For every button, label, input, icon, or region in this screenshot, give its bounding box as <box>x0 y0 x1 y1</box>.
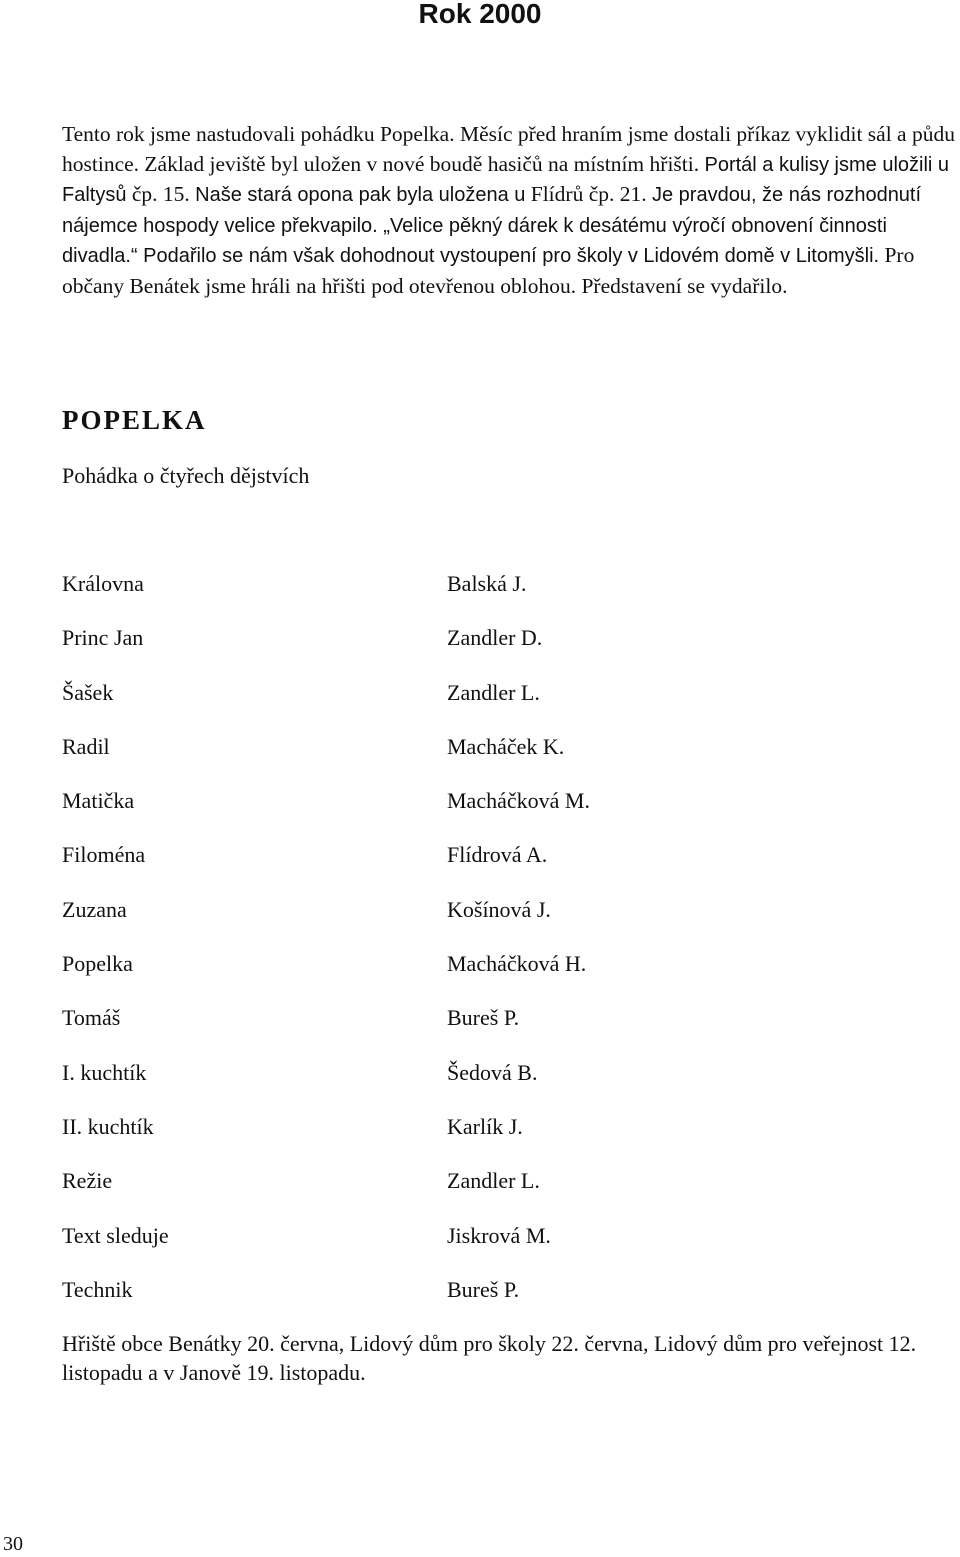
intro-text-3: čp. 15. <box>126 182 196 206</box>
cast-row <box>62 841 762 895</box>
cast-row <box>62 1222 762 1276</box>
cast-role: I. kuchtík <box>62 1059 147 1085</box>
cast-actor: Macháčková M. <box>447 788 590 814</box>
cast-role: II. kuchtík <box>62 1113 154 1139</box>
cast-row <box>62 679 762 733</box>
intro-text-4: Naše stará opona pak byla uložena u <box>195 184 526 206</box>
cast-role: Popelka <box>62 951 133 977</box>
cast-list <box>62 570 762 1330</box>
cast-actor: Zandler D. <box>447 625 543 651</box>
cast-role: Princ Jan <box>62 625 144 651</box>
cast-actor: Šedová B. <box>447 1059 538 1085</box>
play-subtitle: Pohádka o čtyřech dějstvích <box>62 463 310 488</box>
cast-actor: Zandler L. <box>447 679 540 705</box>
intro-paragraph <box>62 120 960 301</box>
cast-actor: Karlík J. <box>447 1113 523 1139</box>
cast-actor: Bureš P. <box>447 1005 520 1031</box>
cast-actor: Macháčková H. <box>447 951 587 977</box>
cast-role: Matička <box>62 788 135 814</box>
cast-row <box>62 1167 762 1221</box>
cast-actor: Bureš P. <box>447 1276 520 1302</box>
performances-paragraph: Hřiště obce Benátky 20. června, Lidový dům pro školy 22. června, Lidový dům pro veřejnost 12. listopadu a v Janově 19. listopadu. <box>62 1331 917 1385</box>
cast-row <box>62 1113 762 1167</box>
cast-row <box>62 896 762 950</box>
page-title: Rok 2000 <box>418 0 542 29</box>
cast-actor: Flídrová A. <box>447 842 548 868</box>
cast-role: Text sleduje <box>62 1222 169 1248</box>
cast-row <box>62 733 762 787</box>
cast-actor: Jiskrová M. <box>447 1222 551 1248</box>
cast-role: Radil <box>62 733 110 759</box>
cast-role: Šašek <box>62 679 114 705</box>
cast-actor: Balská J. <box>447 571 527 596</box>
cast-row <box>62 1059 762 1113</box>
play-title: POPELKA <box>62 405 207 435</box>
cast-role: Královna <box>62 571 144 596</box>
cast-actor: Zandler L. <box>447 1168 540 1194</box>
cast-row <box>62 950 762 1004</box>
intro-text-5: Flídrů čp. 21. <box>525 182 652 206</box>
cast-row <box>62 570 762 624</box>
cast-row <box>62 1276 762 1330</box>
cast-actor: Macháček K. <box>447 733 565 759</box>
cast-actor: Košínová J. <box>447 896 551 922</box>
page-number: 30 <box>3 1533 23 1555</box>
intro-text-6: Je pravdou, že nás rozhodnutí nájemce hospody velice překvapilo. „Velice pěkný dárek k desátému výročí obnovení činnosti divadla.“ Podařilo se nám však dohodnout vystoupení pro školy v Lidovém domě v Litomyšli. <box>62 184 922 267</box>
intro-text-2: Portál a kulisy jsme uložili u Faltysů <box>62 153 950 206</box>
cast-role: Tomáš <box>62 1005 121 1031</box>
cast-row <box>62 1004 762 1058</box>
intro-text-1: Tento rok jsme nastudovali pohádku Popelka. Měsíc před hraním jsme dostali příkaz vyklidit sál a půdu hostince. Základ jeviště byl uložen v nové boudě hasičů na místním hřišti. <box>62 122 955 176</box>
cast-role: Filoména <box>62 842 146 868</box>
cast-role: Zuzana <box>62 896 127 922</box>
intro-text-7: Pro občany Benátek jsme hráli na hřišti pod otevřenou oblohou. Představení se vydařilo. <box>62 243 915 298</box>
cast-row <box>62 787 762 841</box>
cast-row <box>62 624 762 678</box>
cast-role: Technik <box>62 1276 133 1302</box>
cast-role: Režie <box>62 1168 113 1194</box>
